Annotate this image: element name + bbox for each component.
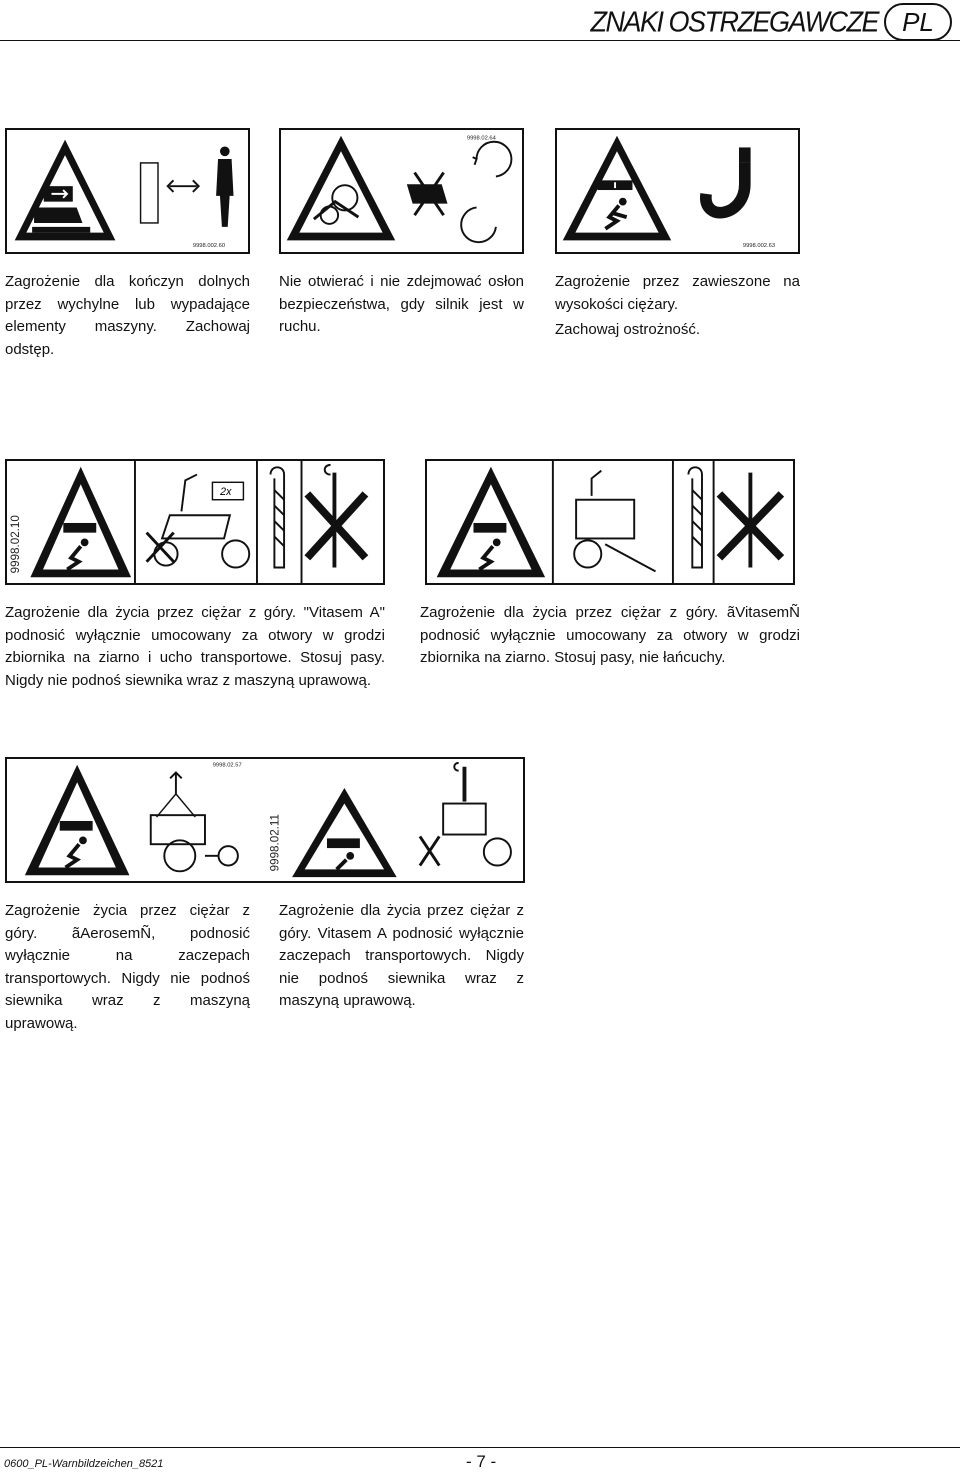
sign-code: 9998.02.57 [212,762,242,769]
page-number: - 7 - [466,1452,497,1471]
sign-code: 9998.02.11 [268,814,282,872]
sign-caption: Zagrożenie dla życia przez ciężar z góry. "Vitasem A" podnosić wyłącznie umocowany za otwory w grodzi zbiornika na ziarno i ucho transportowe. Stosuj pasy. Nigdy nie podnoś siewnika wraz z maszyną uprawową. [5,604,385,689]
sign-caption-block [555,271,800,342]
warning-sign-5 [425,459,795,585]
sign-code: 9998.002.63 [742,243,776,250]
aerosem-lifting-pictogram [7,759,523,881]
lifting-hazard-pictogram [7,461,383,583]
warning-sign-1 [5,128,250,254]
language-badge: PL [884,3,952,41]
document-reference: 0600_PL-Warnbildzeichen_8521 [4,1458,164,1470]
lifting-hazard-pictogram [427,461,793,583]
warning-sign-4 [5,459,385,585]
sign-code: 9998.02.64 [466,135,496,142]
sign-caption-line: Zachowaj ostrożność. [555,321,701,338]
warning-sign-3 [555,128,800,254]
sign-caption: Zagrożenie dla życia przez ciężar z góry. Vitasem A podnosić wyłącznie zaczepach transportowych. Nigdy nie podnoś siewnika wraz z maszyną uprawową. [279,902,524,1009]
header-divider [0,40,960,41]
warning-sign-2 [279,128,524,254]
sign-code: 9998.02.10 [8,515,22,574]
suspended-load-pictogram [557,130,798,252]
footer-divider [0,1447,960,1448]
sling-count-tag: 2x [220,485,232,498]
sign-caption: Zagrożenie dla życia przez ciężar z góry. ãVitasemÑ podnosić wyłącznie umocowany za otwory w grodzi zbiornika na ziarno. Stosuj pasy, nie łańcuchy. [420,604,800,666]
foot-crush-pictogram [7,130,248,252]
page-title: ZNAKI OSTRZEGAWCZE [590,6,878,38]
warning-sign-6 [5,757,525,883]
guard-removal-pictogram [281,130,522,252]
sign-code: 9998.002.60 [192,243,226,250]
sign-caption: Zagrożenie życia przez ciężar z góry. ãAerosemÑ, podnosić wyłącznie na zaczepach transportowych. Nigdy nie podnoś siewnika wraz z maszyną uprawową. [5,902,250,1032]
sign-caption: Zagrożenie dla kończyn dolnych przez wychylne lub wypadające elementy maszyny. Zachowaj odstęp. [5,273,250,358]
sign-caption: Nie otwierać i nie zdejmować osłon bezpieczeństwa, gdy silnik jest w ruchu. [279,273,524,335]
page-header [0,0,960,48]
sign-caption-line: Zagrożenie przez zawieszone na wysokości ciężary. [555,273,800,313]
